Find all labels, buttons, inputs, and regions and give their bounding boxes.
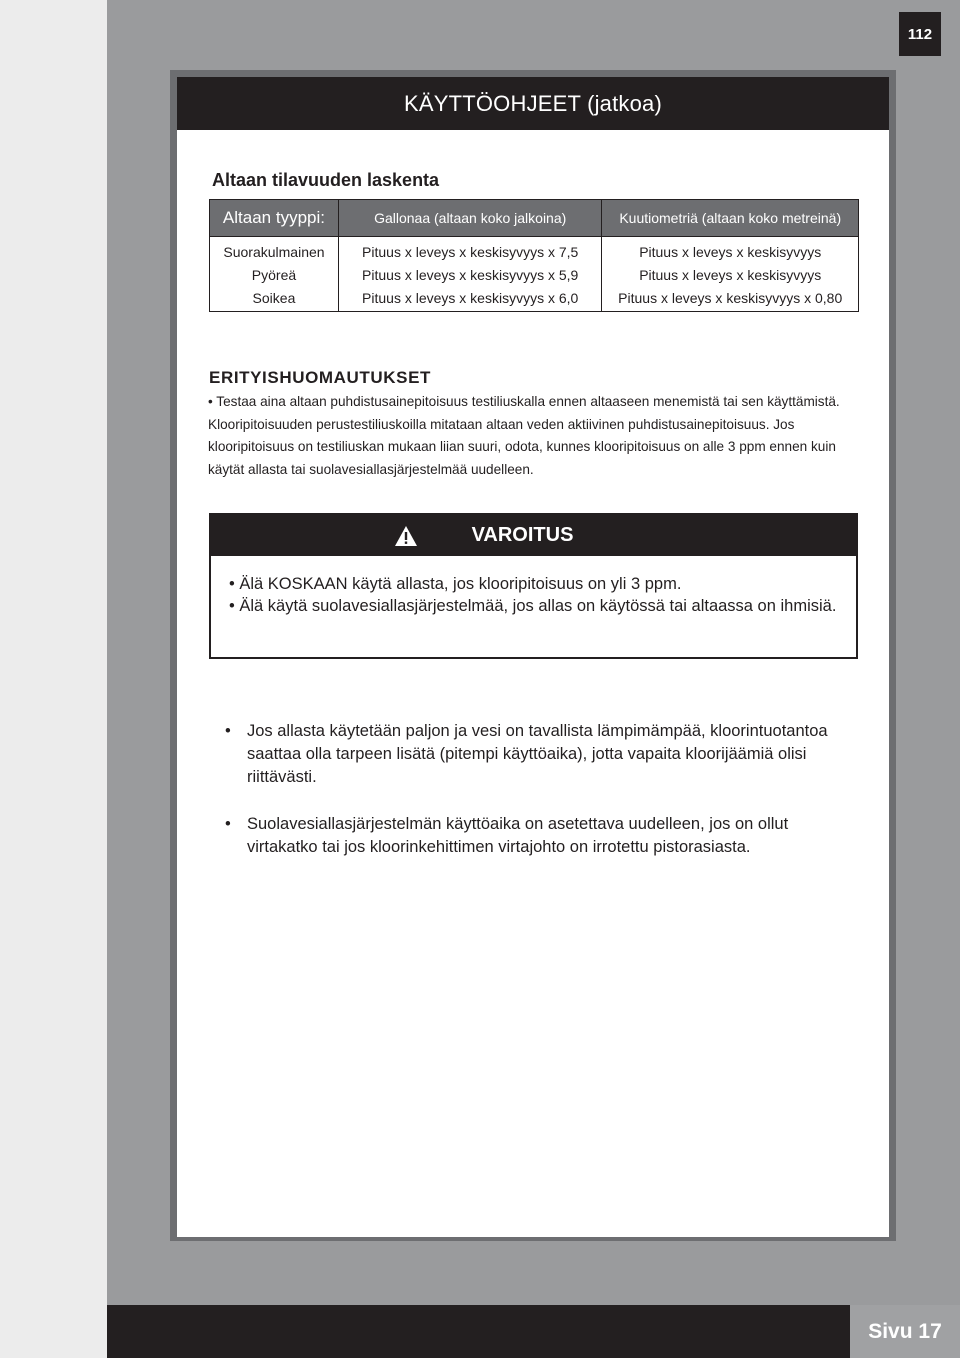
footer-page-label: Sivu 17 xyxy=(850,1305,960,1358)
list-item: • Jos allasta käytetään paljon ja vesi on tavallista lämpimämpää, kloorintuotantoa saattaa olla tarpeen lisätä (pitempi käyttöaika), jotta vapaita kloorijäämiä olisi riittävästi. xyxy=(225,722,828,786)
table-cell: Suorakulmainen xyxy=(210,237,339,264)
table-cell: Pituus x leveys x keskisyvyys x 6,0 xyxy=(338,286,602,312)
table-cell: Pituus x leveys x keskisyvyys x 7,5 xyxy=(338,237,602,264)
table-cell: Pituus x leveys x keskisyvyys x 5,9 xyxy=(338,263,602,286)
left-margin-strip xyxy=(0,0,107,1358)
table-row xyxy=(210,263,859,286)
table-cell: Pituus x leveys x keskisyvyys xyxy=(602,263,859,286)
info-bullets xyxy=(225,720,845,884)
table-header-cell: Kuutiometriä (altaan koko metreinä) xyxy=(602,200,859,237)
section-title: Altaan tilavuuden laskenta xyxy=(212,170,440,190)
table-header-cell: Gallonaa (altaan koko jalkoina) xyxy=(338,200,602,237)
page-number-badge: 112 xyxy=(899,12,941,56)
notes-title: ERITYISHUOMAUTUKSET xyxy=(209,368,432,387)
table-row xyxy=(210,237,859,264)
table-cell: Pituus x leveys x keskisyvyys xyxy=(602,237,859,264)
page-title: KÄYTTÖOHJEET (jatkoa) xyxy=(177,77,889,130)
warning-item: • Älä käytä suolavesiallasjärjestelmää, jos allas on käytössä tai altaassa on ihmisiä. xyxy=(229,596,837,615)
warning-triangle-icon xyxy=(394,525,418,547)
volume-table xyxy=(209,199,859,312)
footer-bar xyxy=(107,1305,960,1358)
list-item: • Suolavesiallasjärjestelmän käyttöaika on asetettava uudelleen, jos on ollut virtakatko tai jos kloorinkehittimen virtajohto on irrotettu pistorasiasta. xyxy=(225,815,789,857)
table-header-row xyxy=(210,200,859,237)
table-header-cell: Altaan tyyppi: xyxy=(210,200,339,237)
notes-text: • Testaa aina altaan puhdistusainepitoisuus testiliuskalla ennen altaaseen menemistä tai sen käyttämistä. Klooripitoisuuden perustestiliuskoilla mitataan altaan veden aktiivinen puhdistusainepitoisuus. Jos klooripitoisuus on testiliuskan mukaan liian suuri, odota, kunnes klooripitoisuus on alle 3 ppm ennen kuin käytät allasta tai suolavesiallasjärjestelmää uudelleen. xyxy=(208,394,840,477)
table-cell: Pituus x leveys x keskisyvyys x 0,80 xyxy=(602,286,859,312)
warning-header xyxy=(211,515,856,556)
table-row xyxy=(210,286,859,312)
warning-title: VAROITUS xyxy=(471,524,574,546)
warning-box xyxy=(209,513,858,659)
warning-item: • Älä KOSKAAN käytä allasta, jos klooripitoisuus on yli 3 ppm. xyxy=(229,575,682,593)
table-cell: Soikea xyxy=(210,286,339,312)
table-cell: Pyöreä xyxy=(210,263,339,286)
warning-list xyxy=(229,574,836,617)
